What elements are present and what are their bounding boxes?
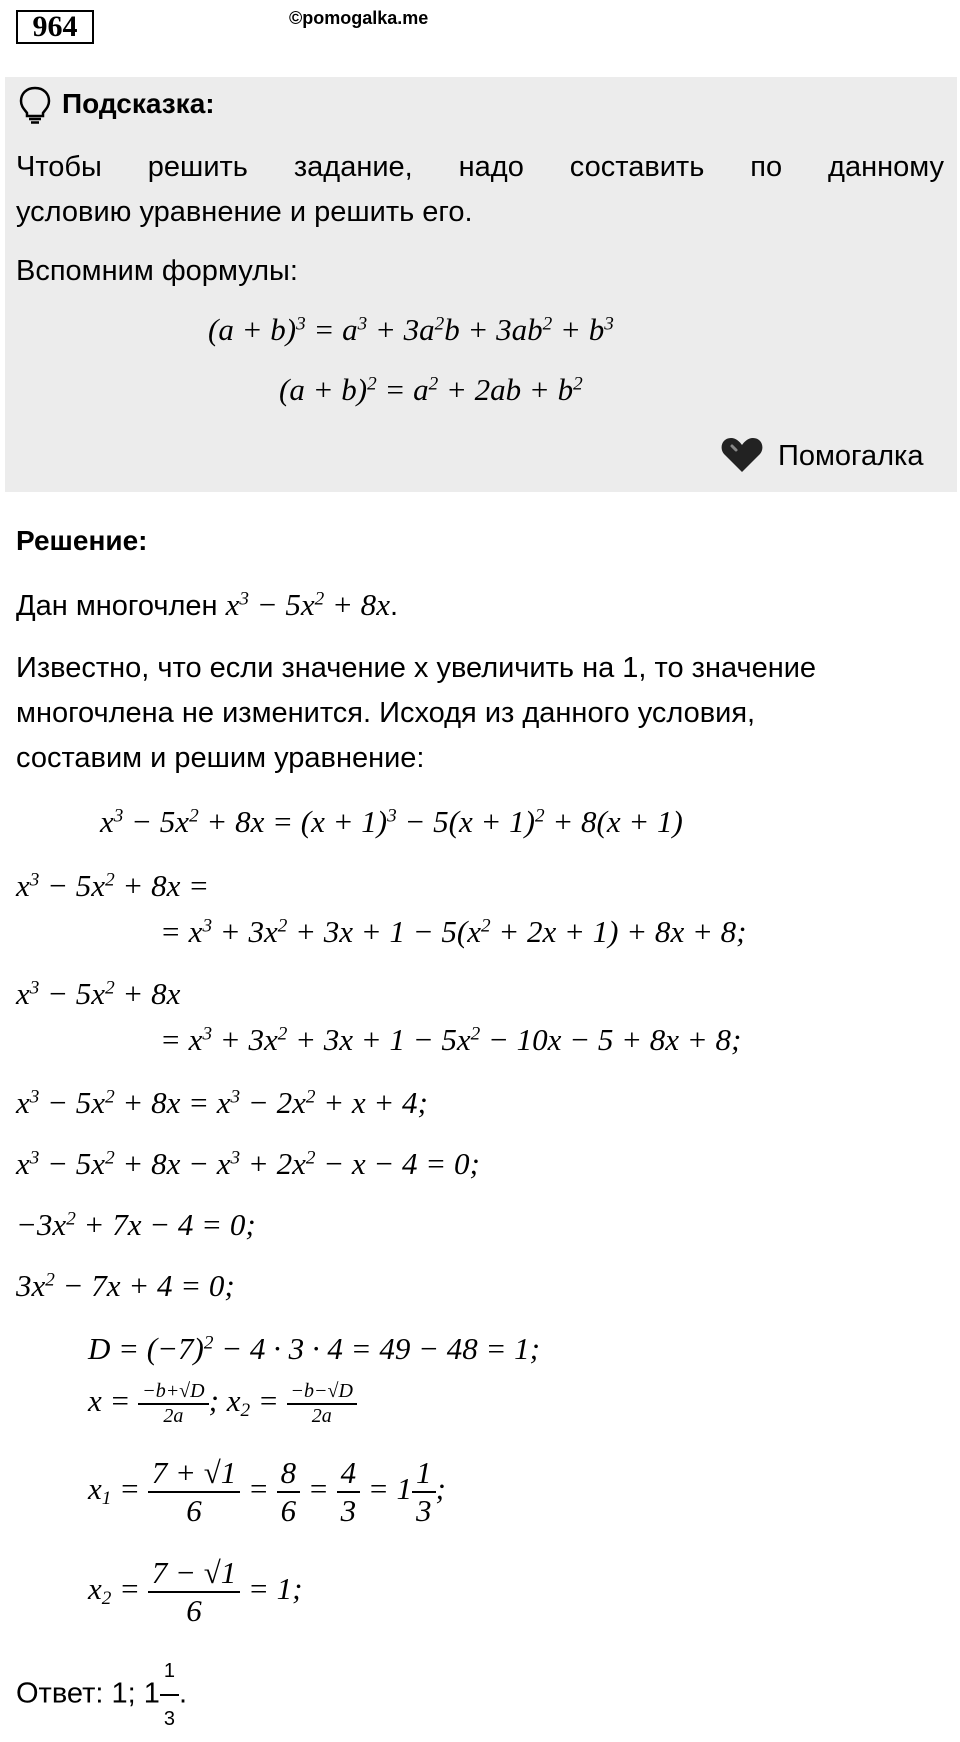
paragraph-line1: Известно, что если значение х увеличить на 1, то значение bbox=[16, 652, 817, 684]
equation-6: $-3x^2 + 7x - 4 = 0$; bbox=[16, 1207, 256, 1242]
equation-5: $x^3 - 5x^2 + 8x - x^3 + 2x^2 - x - 4 = 0$; bbox=[16, 1146, 480, 1181]
equation-1: $x^3 - 5x^2 + 8x = (x + 1)^3 - 5(x + 1)^2 + 8(x + 1)$ bbox=[100, 804, 683, 839]
root-x2: $x_2$ = $\frac{7 - √1}{6}$ = 1; bbox=[88, 1555, 303, 1628]
hint-text-line1: Чтобы решить задание, надо составить по данному bbox=[16, 151, 944, 183]
task-number: 964 bbox=[16, 10, 94, 44]
paragraph-line3: составим и решим уравнение: bbox=[16, 742, 425, 774]
answer-fraction: $\frac{1}{3}$ bbox=[160, 1648, 179, 1742]
answer-line: Ответ: 1; 1 $\frac{1}{3}$ . bbox=[16, 1648, 187, 1742]
solution-title: Решение: bbox=[16, 525, 148, 556]
hint-text-line2: условию уравнение и решить его. bbox=[16, 196, 473, 228]
formulas-label: Вспомним формулы: bbox=[16, 255, 298, 287]
equation-4: $x^3 - 5x^2 + 8x = x^3 - 2x^2 + x + 4$; bbox=[16, 1085, 428, 1120]
paragraph-line2: многочлена не изменится. Исходя из данного условия, bbox=[16, 697, 756, 729]
heart-icon bbox=[720, 434, 764, 479]
given-line: Дан многочлен $x^3 - 5x^2 + 8x$. bbox=[16, 587, 399, 622]
formula-square: $(a + b)^2 = a^2 + 2ab + b^2$ bbox=[279, 372, 583, 407]
root-formula-minus: $\frac{-b-√D}{2a}$ bbox=[287, 1380, 357, 1428]
roots-formula: x = $\frac{-b+√D}{2a}$ ; $x_2$ = $\frac{-b-√D}{2a}$ bbox=[88, 1380, 357, 1428]
answer-prefix: Ответ: 1; 1 bbox=[16, 1677, 160, 1710]
equation-3b: = $x^3 + 3x^2 + 3x + 1 - 5x^2 - 10x - 5 + 8x + 8$; bbox=[160, 1022, 742, 1057]
given-prefix: Дан многочлен bbox=[16, 590, 226, 622]
lightbulb-icon bbox=[18, 85, 52, 130]
equation-2b: = $x^3 + 3x^2 + 3x + 1 - 5(x^2 + 2x + 1) + 8x + 8$; bbox=[160, 914, 747, 949]
root-x1: $x_1$ = $\frac{7 + √1}{6}$ = $\frac{8}{6}$ = $\frac{4}{3}$ = 1 $\frac{1}{3}$ ; bbox=[88, 1455, 446, 1528]
equation-3a: $x^3 - 5x^2 + 8x$ bbox=[16, 976, 181, 1011]
equation-2a: $x^3 - 5x^2 + 8x$ = bbox=[16, 868, 210, 903]
formula-cube: $(a + b)^3 = a^3 + 3a^2b + 3ab^2 + b^3$ bbox=[208, 312, 614, 347]
copyright-text: ©pomogalka.me bbox=[289, 8, 429, 28]
given-expression: $x^3 - 5x^2 + 8x$ bbox=[225, 587, 390, 622]
brand-label: Помогалка bbox=[778, 440, 924, 472]
equation-7: $3x^2 - 7x + 4 = 0$; bbox=[16, 1268, 235, 1303]
discriminant: $D = (-7)^2 - 4 \cdot 3 \cdot 4 = 49 - 48 = 1$; bbox=[88, 1331, 540, 1366]
root-formula-plus: $\frac{-b+√D}{2a}$ bbox=[138, 1380, 208, 1428]
hint-title: Подсказка: bbox=[62, 88, 215, 119]
